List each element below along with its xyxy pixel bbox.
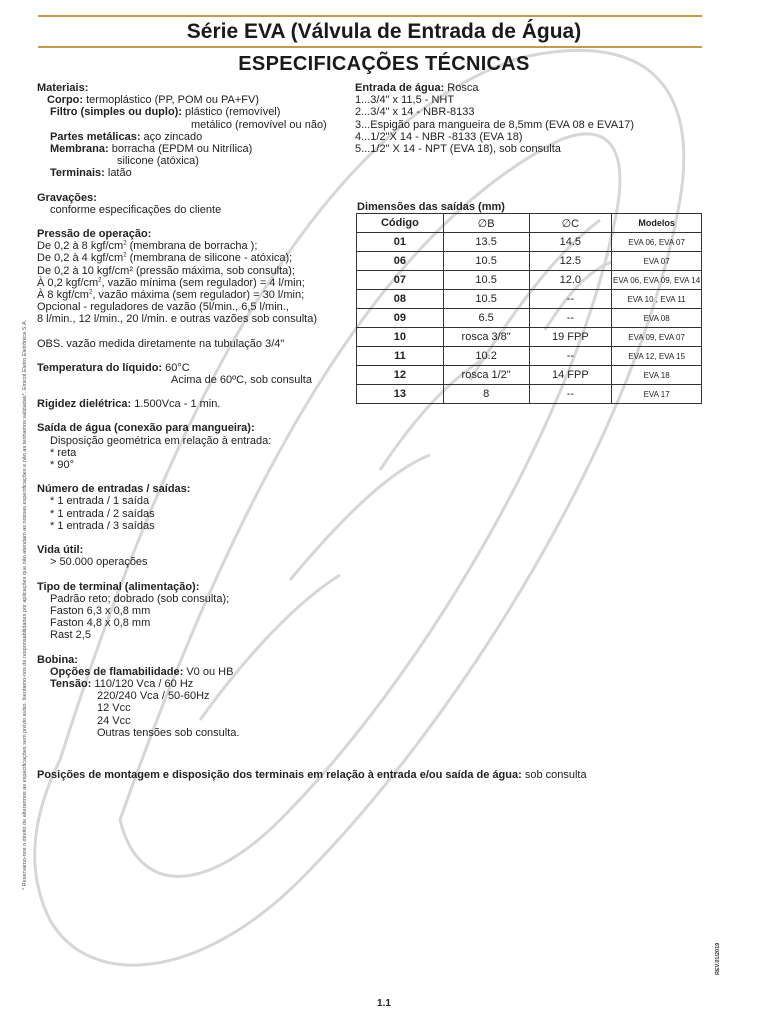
coil-heading: Bobina: <box>37 653 78 666</box>
inlets-heading: Número de entradas / saídas: <box>37 483 191 496</box>
pressure-section <box>37 228 357 326</box>
coil-section <box>37 654 357 739</box>
tension-value: 110/120 Vca / 60 Hz <box>91 677 194 690</box>
pressure-line-1: De 0,2 à 8 kgf/$cm^2$ (membrana de borracha ); <box>37 240 258 253</box>
list-item: Padrão reto; dobrado (sob consulta); <box>50 592 230 605</box>
flam-label: Opções de flamabilidade: <box>50 665 184 678</box>
temperature-label: Temperatura do líquido: <box>37 361 163 374</box>
models-cell: EVA 10 , EVA 11 <box>612 290 702 309</box>
table-row <box>357 385 702 404</box>
diameter-c-cell: -- <box>529 347 612 366</box>
tension-label: Tensão: <box>50 677 92 690</box>
diameter-b-cell: 8 <box>443 385 529 404</box>
models-cell: EVA 18 <box>612 366 702 385</box>
right-column <box>355 82 715 155</box>
terminal-section <box>37 581 357 642</box>
list-item: 1...3/4" x 11,5 - NHT <box>355 94 455 107</box>
list-item: * 1 entrada / 2 saídas <box>50 507 155 520</box>
table-row <box>357 309 702 328</box>
corpo-label: Corpo: <box>47 94 84 107</box>
membrana-label: Membrana: <box>50 143 109 156</box>
code-cell: 06 <box>357 252 444 271</box>
column-header: ∅B <box>443 214 529 233</box>
dielectric-label: Rigidez dielétrica: <box>37 398 132 411</box>
diameter-c-cell: 19 FPP <box>529 328 612 347</box>
diameter-b-cell: 10.5 <box>443 290 529 309</box>
filtro-value-2: metálico (removível ou não) <box>191 118 327 131</box>
materials-heading: Materiais: <box>37 82 89 94</box>
models-cell: EVA 08 <box>612 309 702 328</box>
list-item: 24 Vcc <box>97 714 131 727</box>
temperature-section <box>37 362 357 386</box>
materials-section <box>37 82 357 180</box>
pressure-line-3: De 0,2 à 10 kgf/cm² (pressão máxima, sob consulta); <box>37 264 295 277</box>
code-cell: 01 <box>357 233 444 252</box>
list-item: * 90° <box>50 459 74 472</box>
obs-note: OBS. vazão medida diretamente na tubulação 3/4" <box>37 337 285 350</box>
partes-label: Partes metálicas: <box>50 130 141 143</box>
mounting-note <box>37 769 587 781</box>
list-item: 220/240 Vca / 50-60Hz <box>97 690 210 703</box>
diameter-b-cell: rosca 3/8" <box>443 328 529 347</box>
list-item: 3...Espigão para mangueira de 8,5mm (EVA 08 e EVA17) <box>355 118 635 131</box>
pressure-line-7: 8 l/min., 12 l/min., 20 l/min. e outras vazões sob consulta) <box>37 313 318 326</box>
code-cell: 07 <box>357 271 444 290</box>
table-row <box>357 328 702 347</box>
list-item: 4...1/2"X 14 - NBR -8133 (EVA 18) <box>355 130 523 143</box>
life-heading: Vida útil: <box>37 544 84 557</box>
engraving-section <box>37 192 357 216</box>
models-cell: EVA 07 <box>612 252 702 271</box>
water-outlet-section <box>37 422 357 471</box>
list-item: * 1 entrada / 1 saída <box>50 495 150 508</box>
diameter-b-cell: 13.5 <box>443 233 529 252</box>
dimensions-title: Dimensões das saídas (mm) <box>357 201 505 213</box>
code-cell: 11 <box>357 347 444 366</box>
dielectric-value: 1.500Vca - 1 min. <box>131 398 221 411</box>
diameter-c-cell: 12.5 <box>529 252 612 271</box>
pressure-heading: Pressão de operação: <box>37 228 152 241</box>
list-item: 2...3/4" x 14 - NBR-8133 <box>355 106 475 119</box>
diameter-b-cell: 10.5 <box>443 252 529 271</box>
code-cell: 12 <box>357 366 444 385</box>
top-rule <box>38 15 702 17</box>
table-row <box>357 347 702 366</box>
column-header: ∅C <box>529 214 612 233</box>
list-item: * reta <box>50 446 77 459</box>
revision-label: REV.01/2019 <box>715 942 721 975</box>
column-header: Modelos <box>612 214 702 233</box>
engraving-text: conforme especificações do cliente <box>50 203 222 216</box>
list-item: Faston 4,8 x 0,8 mm <box>50 617 151 630</box>
diameter-c-cell: -- <box>529 290 612 309</box>
code-cell: 08 <box>357 290 444 309</box>
models-cell: EVA 09, EVA 07 <box>612 328 702 347</box>
inlets-section <box>37 483 357 532</box>
table-header-row <box>357 214 702 233</box>
pressure-line-5: À 8 kgf/$cm^2$, vazão máxima (sem regulador) = 30 l/min; <box>37 289 305 302</box>
list-item: * 1 entrada / 3 saídas <box>50 519 155 532</box>
mounting-value: sob consulta <box>521 769 587 781</box>
diameter-c-cell: -- <box>529 309 612 328</box>
terminal-heading: Tipo de terminal (alimentação): <box>37 580 200 593</box>
membrana-value: borracha (EPDM ou Nitrílica) <box>108 143 253 156</box>
title-rule <box>38 46 702 48</box>
diameter-c-cell: 12.0 <box>529 271 612 290</box>
partes-value: aço zincado <box>140 130 203 143</box>
table-row <box>357 290 702 309</box>
page-number: 1.1 <box>377 998 391 1009</box>
side-disclaimer: * Reservamo-nos o direito de alterarmos as especificações sem prévio aviso. Isentamo-nos de responsabilidades por aplicações que não atendam as nossas especificações e não as tenhamos validadas*. Emicol Eletro Eletrônica S.A. <box>22 319 28 890</box>
engraving-heading: Gravações: <box>37 191 97 204</box>
membrana-value-2: silicone (atóxica) <box>117 155 199 168</box>
terminais-label: Terminais: <box>50 167 105 180</box>
dielectric-section <box>37 398 357 410</box>
pressure-line-6: Opcional - reguladores de vazão (5l/min., 6,5 l/min., <box>37 301 289 314</box>
list-item: Faston 6,3 x 0,8 mm <box>50 604 151 617</box>
flam-value: V0 ou HB <box>183 665 234 678</box>
pressure-line-2: De 0,2 à 4 kgf/$cm^2$ (membrana de silicone - atóxica); <box>37 252 293 265</box>
water-inlet-value: Rosca <box>444 82 479 94</box>
left-column <box>37 82 357 739</box>
models-cell: EVA 17 <box>612 385 702 404</box>
water-inlet-label: Entrada de água: <box>355 82 445 94</box>
models-cell: EVA 06, EVA 07 <box>612 233 702 252</box>
section-title: ESPECIFICAÇÕES TÉCNICAS <box>238 53 530 75</box>
corpo-value: termoplástico (PP, POM ou PA+FV) <box>83 94 260 107</box>
list-item: 5...1/2" X 14 - NPT (EVA 18), sob consulta <box>355 143 561 156</box>
list-item: 12 Vcc <box>97 702 131 715</box>
diameter-b-cell: 10.5 <box>443 271 529 290</box>
models-cell: EVA 06, EVA 09, EVA 14 <box>612 271 702 290</box>
diameter-b-cell: 6.5 <box>443 309 529 328</box>
table-row <box>357 366 702 385</box>
temperature-value-2: Acima de 60ºC, sob consulta <box>171 374 312 387</box>
filtro-value: plástico (removível) <box>182 106 281 119</box>
code-cell: 13 <box>357 385 444 404</box>
models-cell: EVA 12, EVA 15 <box>612 347 702 366</box>
table-row <box>357 233 702 252</box>
diameter-c-cell: 14.5 <box>529 233 612 252</box>
dimensions-table <box>356 213 702 404</box>
code-cell: 09 <box>357 309 444 328</box>
list-item: Outras tensões sob consulta. <box>97 726 240 739</box>
list-item: Rast 2,5 <box>50 629 91 642</box>
diameter-c-cell: 14 FPP <box>529 366 612 385</box>
pressure-line-4: À 0,2 kgf/$cm^2$, vazão mínima (sem regulador) = 4 l/min; <box>37 276 305 289</box>
document-title: Série EVA (Válvula de Entrada de Água) <box>186 20 582 43</box>
table-row <box>357 252 702 271</box>
life-section <box>37 544 357 568</box>
mounting-label: Posições de montagem e disposição dos terminais em relação à entrada e/ou saída de água: <box>37 769 522 781</box>
code-cell: 10 <box>357 328 444 347</box>
water-outlet-heading: Saída de água (conexão para mangueira): <box>37 422 255 435</box>
temperature-value: 60°C <box>162 361 190 374</box>
terminais-value: latão <box>104 167 132 180</box>
water-outlet-text: Disposição geométrica em relação à entrada: <box>50 434 272 447</box>
diameter-b-cell: 10.2 <box>443 347 529 366</box>
diameter-c-cell: -- <box>529 385 612 404</box>
diameter-b-cell: rosca 1/2" <box>443 366 529 385</box>
life-text: > 50.000 operações <box>50 556 148 569</box>
table-row <box>357 271 702 290</box>
filtro-label: Filtro (simples ou duplo): <box>50 106 182 119</box>
column-header: Código <box>357 214 444 233</box>
